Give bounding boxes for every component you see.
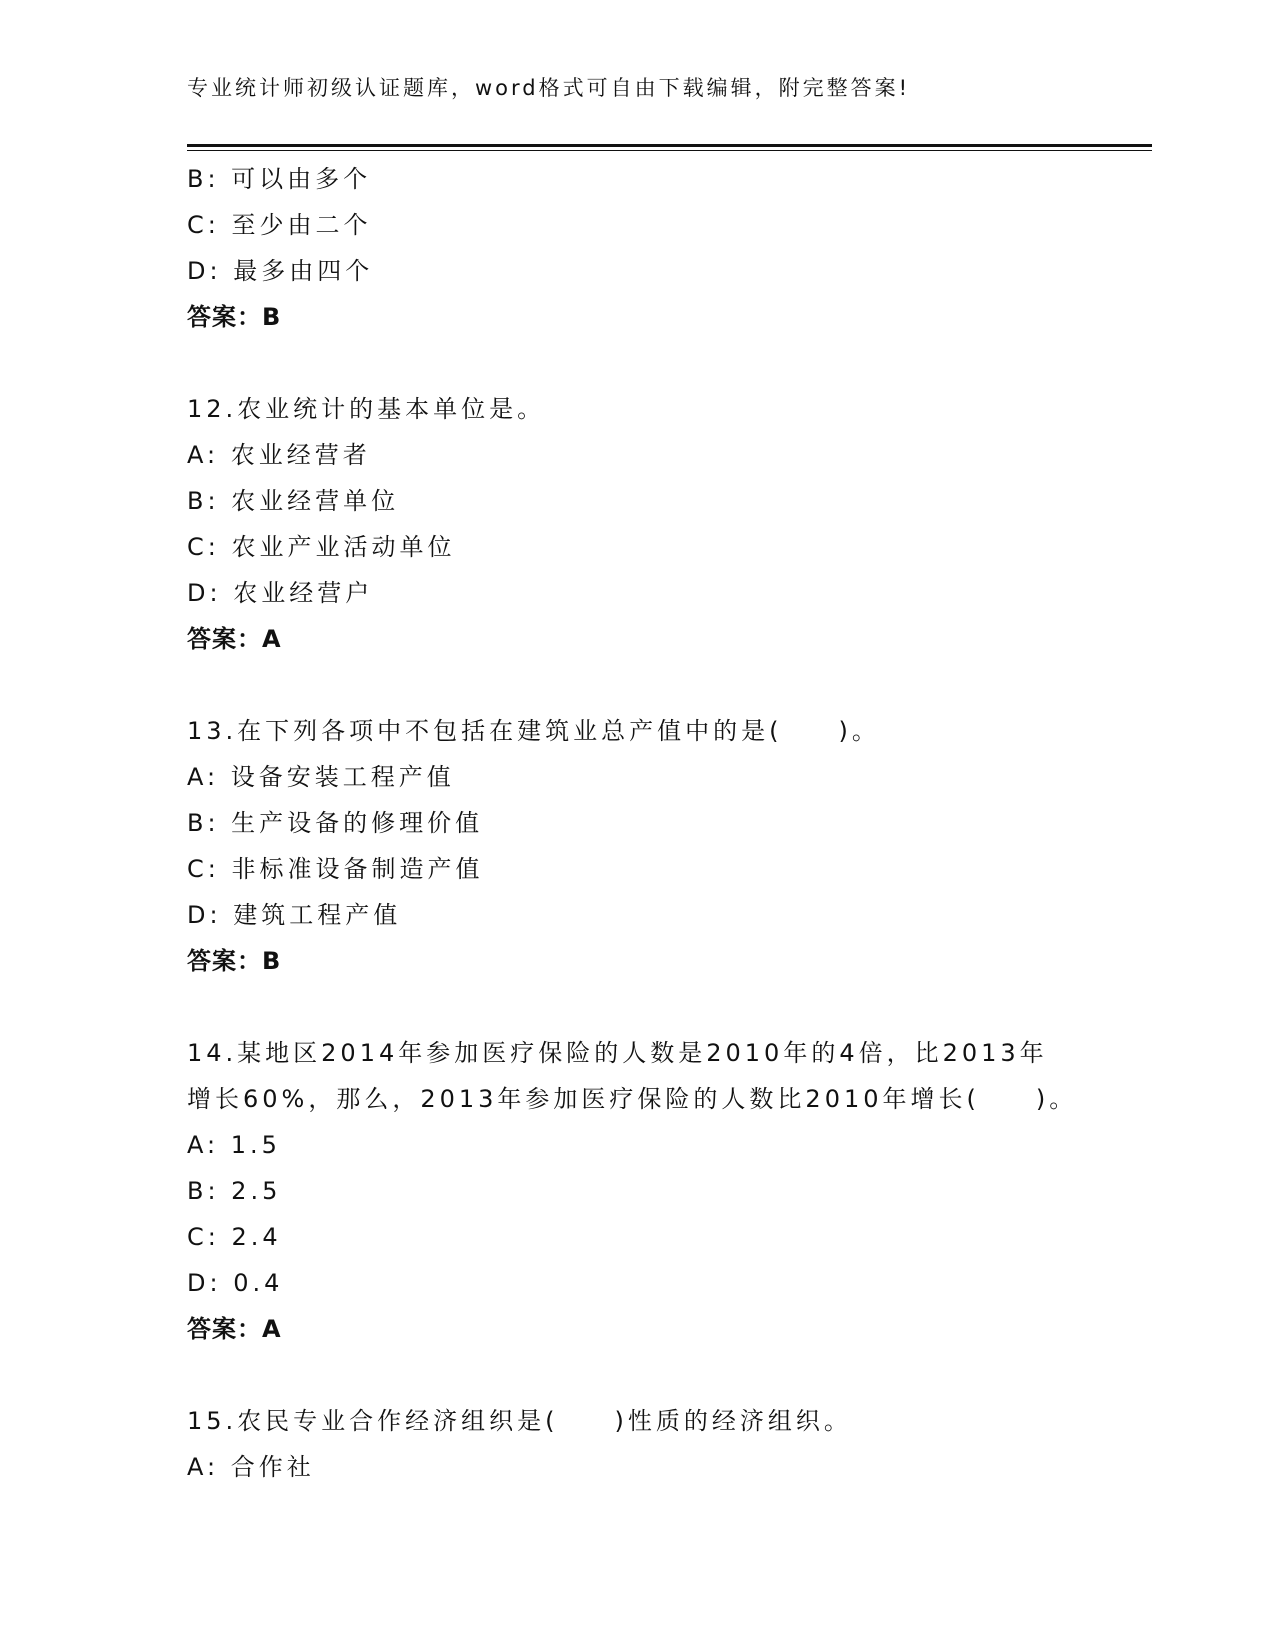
option-b: B: 生产设备的修理价值 [187, 809, 484, 837]
question-block [187, 156, 1147, 340]
answer-line: 答案：B [187, 947, 282, 975]
answer-line: 答案：A [187, 1315, 282, 1343]
option-c: C: 非标准设备制造产值 [187, 855, 484, 883]
option-c: C: 2.4 [187, 1223, 282, 1251]
option-d: D: 建筑工程产值 [187, 901, 402, 929]
option-b: B: 2.5 [187, 1177, 282, 1205]
question-text: 13.在下列各项中不包括在建筑业总产值中的是( )。 [187, 717, 880, 745]
answer-line: 答案：B [187, 303, 282, 331]
option-b: B: 农业经营单位 [187, 487, 400, 515]
option-d: D: 最多由四个 [187, 257, 374, 285]
option-a: A: 农业经营者 [187, 441, 371, 469]
option-c: C: 至少由二个 [187, 211, 372, 239]
page-header: 专业统计师初级认证题库，word格式可自由下载编辑，附完整答案! [187, 76, 911, 100]
question-text: 12.农业统计的基本单位是。 [187, 395, 546, 423]
option-b: B: 可以由多个 [187, 165, 372, 193]
option-a: A: 1.5 [187, 1131, 281, 1159]
question-text: 14.某地区2014年参加医疗保险的人数是2010年的4倍，比2013年 [187, 1039, 1048, 1067]
option-d: D: 农业经营户 [187, 579, 374, 607]
header-divider [187, 144, 1152, 151]
option-d: D: 0.4 [187, 1269, 284, 1297]
question-list [187, 156, 1147, 1490]
option-c: C: 农业产业活动单位 [187, 533, 456, 561]
question-block [187, 1398, 1147, 1490]
question-block [187, 708, 1147, 984]
question-block [187, 1030, 1147, 1352]
option-a: A: 设备安装工程产值 [187, 763, 455, 791]
question-block [187, 386, 1147, 662]
question-text: 15.农民专业合作经济组织是( )性质的经济组织。 [187, 1407, 852, 1435]
option-a: A: 合作社 [187, 1453, 315, 1481]
answer-line: 答案：A [187, 625, 282, 653]
question-text-continued: 增长60%，那么，2013年参加医疗保险的人数比2010年增长( )。 [187, 1085, 1078, 1113]
